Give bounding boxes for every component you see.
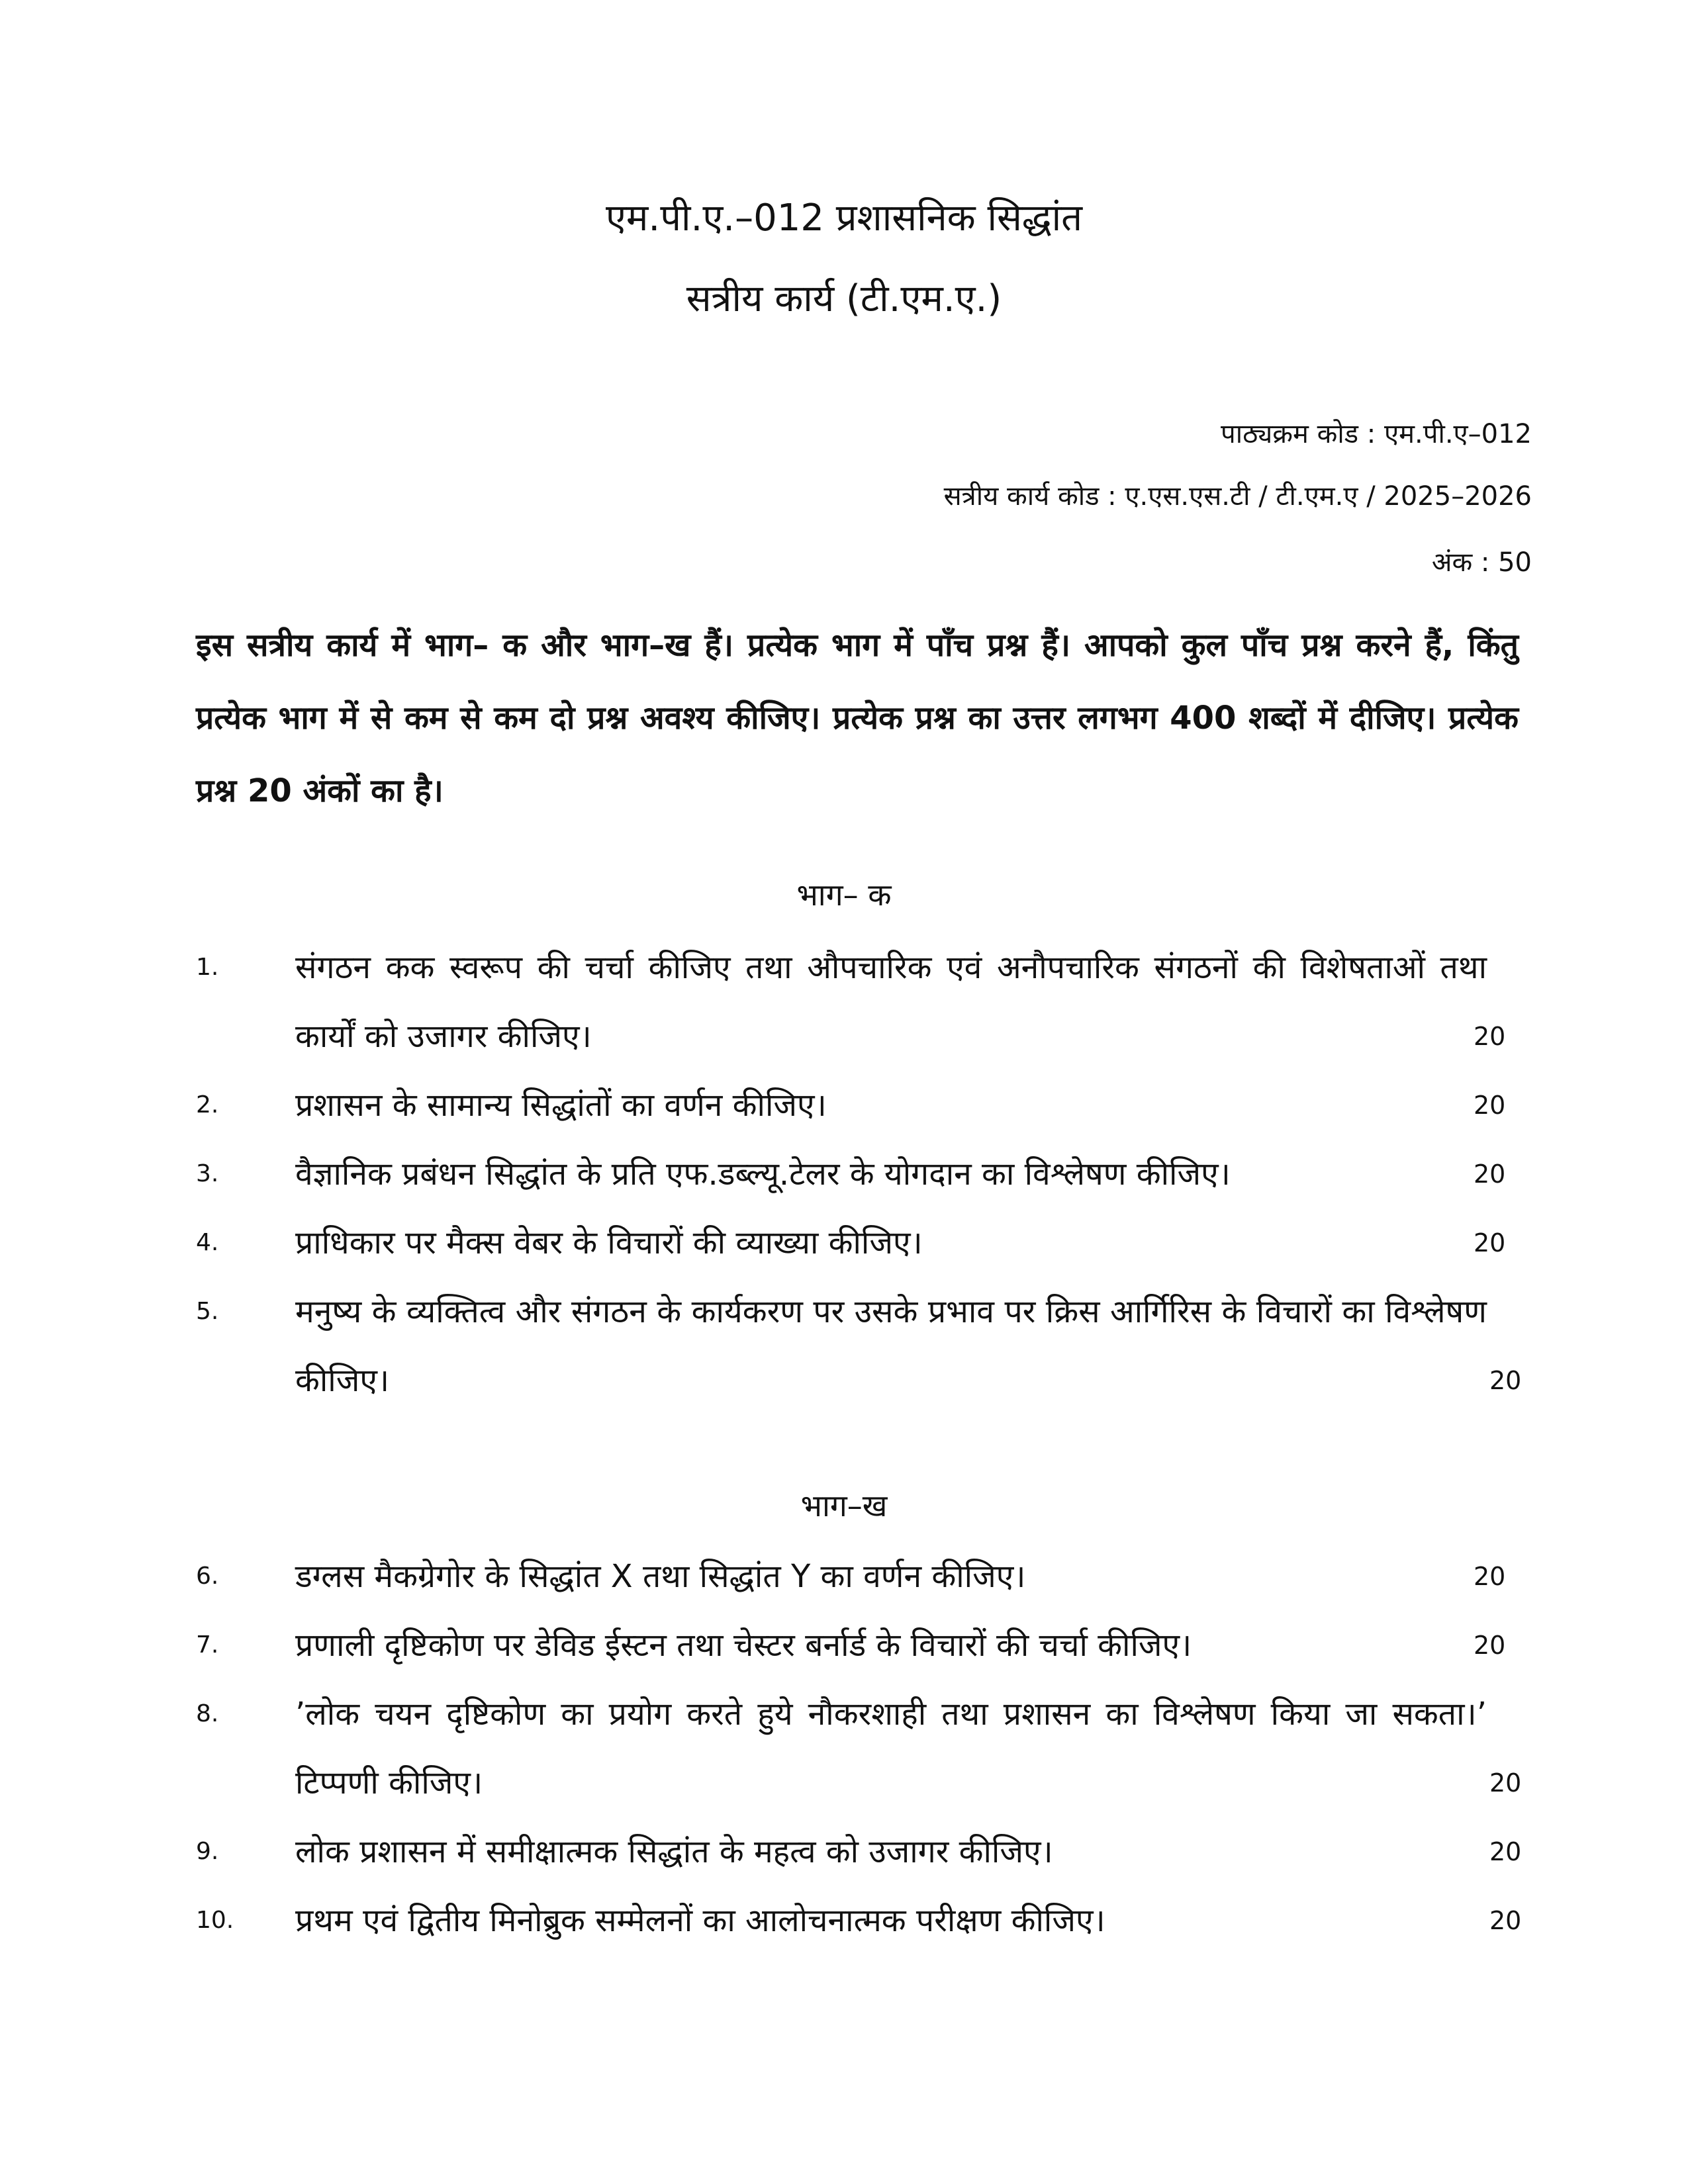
question-marks: 20 — [1489, 1837, 1522, 1866]
assignment-code: सत्रीय कार्य कोड : ए.एस.एस.टी / टी.एम.ए / 2025–2026 — [943, 481, 1532, 512]
question-number: 4. — [196, 1229, 219, 1256]
section-b-heading: भाग–ख — [800, 1488, 888, 1524]
question-marks: 20 — [1474, 1091, 1506, 1120]
question-marks: 20 — [1474, 1160, 1506, 1189]
question-text: मनुष्य के व्यक्तित्व और संगठन के कार्यकरण पर उसके प्रभाव पर क्रिस आर्गिरिस के विचारों का विश्लेषण कीजिए। — [295, 1293, 1487, 1399]
course-title: एम.पी.ए.–012 प्रशासनिक सिद्धांत — [605, 197, 1083, 240]
question-number: 10. — [196, 1907, 234, 1934]
question-marks: 20 — [1489, 1906, 1522, 1935]
question-text: प्रशासन के सामान्य सिद्धांतों का वर्णन कीजिए। — [295, 1087, 827, 1124]
question-number: 1. — [196, 954, 219, 981]
question-text: प्राधिकार पर मैक्स वेबर के विचारों की व्याख्या कीजिए। — [295, 1224, 923, 1261]
course-code: पाठ्यक्रम कोड : एम.पी.ए–012 — [1221, 419, 1532, 449]
assignment-title: सत्रीय कार्य (टी.एम.ए.) — [686, 277, 1002, 320]
question-number: 7. — [196, 1631, 219, 1659]
question-text: प्रणाली दृष्टिकोण पर डेविड ईस्टन तथा चेस्टर बर्नार्ड के विचारों की चर्चा कीजिए। — [295, 1627, 1192, 1664]
question-marks: 20 — [1474, 1022, 1506, 1051]
question-marks: 20 — [1489, 1366, 1522, 1395]
question-number: 9. — [196, 1838, 219, 1865]
question-marks: 20 — [1489, 1768, 1522, 1797]
section-a-heading: भाग– क — [796, 877, 892, 913]
question-text: संगठन कक स्वरूप की चर्चा कीजिए तथा औपचारिक एवं अनौपचारिक संगठनों की विशेषताओं तथा कार्यों को उजागर कीजिए। — [295, 949, 1487, 1055]
total-marks: अंक : 50 — [1431, 547, 1532, 578]
question-text: प्रथम एवं द्वितीय मिनोब्रुक सम्मेलनों का आलोचनात्मक परीक्षण कीजिए। — [295, 1902, 1105, 1939]
question-marks: 20 — [1474, 1562, 1506, 1591]
question-number: 5. — [196, 1298, 219, 1325]
question-marks: 20 — [1474, 1228, 1506, 1257]
question-text: ’लोक चयन दृष्टिकोण का प्रयोग करते हुये नौकरशाही तथा प्रशासन का विश्लेषण किया जा सकता।’ टिप्पणी कीजिए। — [295, 1696, 1487, 1801]
question-number: 3. — [196, 1160, 219, 1187]
question-marks: 20 — [1474, 1631, 1506, 1660]
question-text: वैज्ञानिक प्रबंधन सिद्धांत के प्रति एफ.डब्ल्यू.टेलर के योगदान का विश्लेषण कीजिए। — [295, 1156, 1231, 1193]
question-number: 2. — [196, 1091, 219, 1118]
question-number: 8. — [196, 1700, 219, 1727]
question-text: डग्लस मैकग्रेगोर के सिद्धांत X तथा सिद्धांत Y का वर्णन कीजिए। — [295, 1558, 1026, 1595]
question-number: 6. — [196, 1563, 219, 1590]
question-text: लोक प्रशासन में समीक्षात्मक सिद्धांत के महत्व को उजागर कीजिए। — [295, 1833, 1053, 1870]
instructions-paragraph: इस सत्रीय कार्य में भाग– क और भाग–ख हैं। प्रत्येक भाग में पाँच प्रश्न हैं। आपको कुल पाँच प्रश्न करने हैं, किंतु प्रत्येक भाग में से कम से कम दो प्रश्न अवश्य कीजिए। प्रत्येक प्रश्न का उत्तर लगभग 400 शब्दों में दीजिए। प्रत्येक प्रश्न 20 अंकों का है। — [196, 627, 1519, 809]
